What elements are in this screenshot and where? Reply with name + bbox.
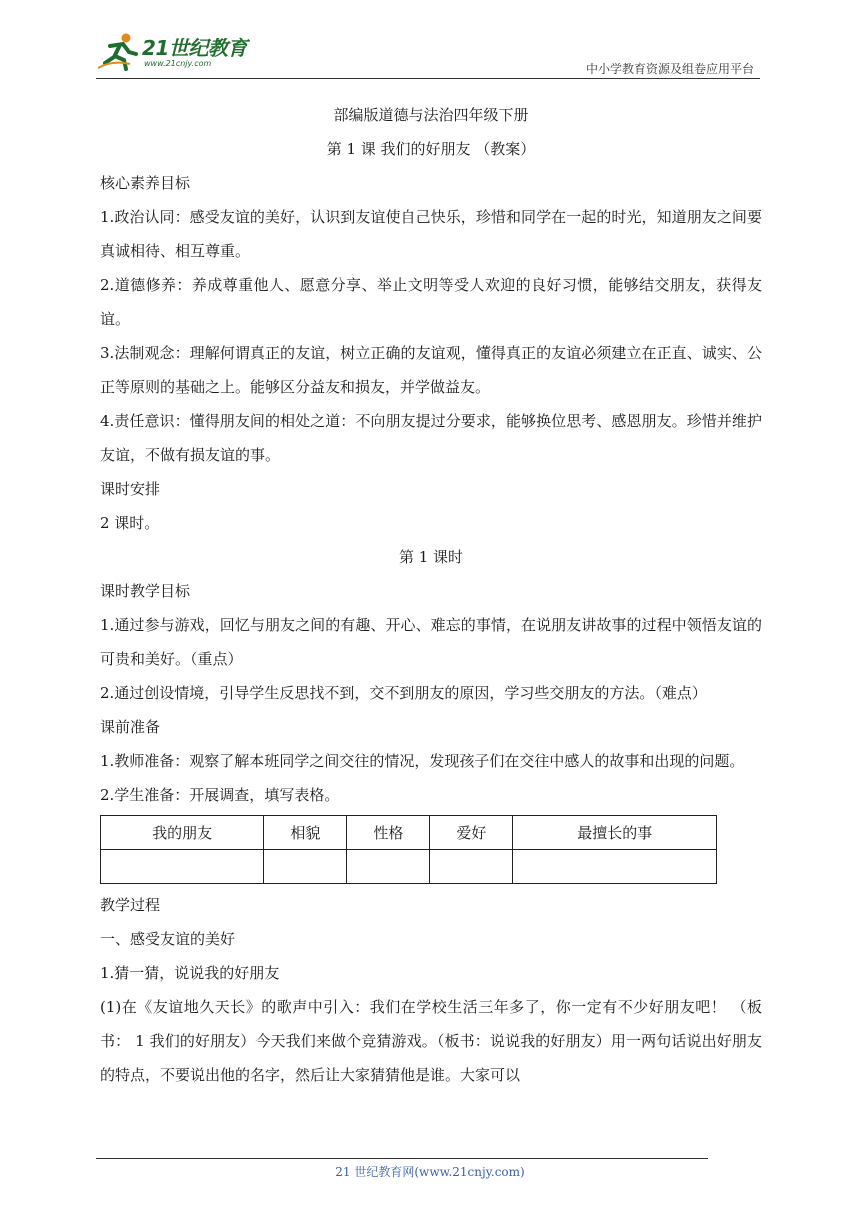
site-logo[interactable] [96, 26, 266, 78]
table-header-cell: 最擅长的事 [513, 816, 717, 850]
objectives-heading: 课时教学目标 [100, 582, 191, 600]
section-heading: 一、感受友谊的美好 [100, 930, 236, 948]
table-row [101, 850, 717, 884]
footer-divider [96, 1158, 708, 1159]
table-cell [101, 850, 264, 884]
core-goal-item: 1.政治认同：感受友谊的美好，认识到友谊使自己快乐，珍惜和同学在一起的时光，知道朋友之间要真诚相待、相互尊重。 [100, 208, 762, 260]
process-heading: 教学过程 [100, 896, 161, 914]
schedule-heading: 课时安排 [100, 480, 161, 498]
table-header-cell: 爱好 [430, 816, 513, 850]
header-divider [96, 78, 760, 79]
table-header-cell: 相貌 [264, 816, 347, 850]
objective-item: 1.通过参与游戏，回忆与朋友之间的有趣、开心、难忘的事情，在说朋友讲故事的过程中领悟友谊的可贵和美好。（重点） [100, 616, 762, 668]
step-heading: 1.猜一猜，说说我的好朋友 [100, 964, 280, 982]
logo-text: 21世纪教育 [142, 36, 247, 60]
platform-label: 中小学教育资源及组卷应用平台 [585, 62, 754, 76]
table-header-row [101, 816, 717, 850]
paragraph: (1)在《友谊地久天长》的歌声中引入：我们在学校生活三年多了，你一定有不少好朋友吧！ （板书： 1 我们的好朋友）今天我们来做个竞猜游戏。（板书：说说我的好朋友）用一两句话说出好朋友的特点，不要说出他的名字，然后让大家猜猜他是谁。大家可以 [100, 998, 762, 1084]
prep-heading: 课前准备 [100, 718, 161, 736]
core-goal-item: 3.法制观念：理解何谓真正的友谊，树立正确的友谊观，懂得真正的友谊必须建立在正直、诚实、公正等原则的基础之上。能够区分益友和损友，并学做益友。 [100, 344, 762, 396]
document-body [100, 98, 762, 1092]
logo-url: www.21cnjy.com [144, 59, 212, 68]
footer-link[interactable]: 21 世纪教育网(www.21cnjy.com) [335, 1165, 525, 1179]
table-cell [513, 850, 717, 884]
table-cell [430, 850, 513, 884]
table-cell [347, 850, 430, 884]
objective-item: 2.通过创设情境，引导学生反思找不到，交不到朋友的原因，学习些交朋友的方法。（难点） [100, 684, 707, 702]
table-header-cell: 性格 [347, 816, 430, 850]
core-goal-item: 4.责任意识：懂得朋友间的相处之道：不向朋友提过分要求，能够换位思考、感恩朋友。珍惜并维护友谊，不做有损友谊的事。 [100, 412, 762, 464]
prep-item: 1.教师准备：观察了解本班同学之间交往的情况，发现孩子们在交往中感人的故事和出现的问题。 [100, 752, 745, 770]
core-goals-heading: 核心素养目标 [100, 174, 191, 192]
lesson-heading: 第 1 课时 [398, 548, 464, 566]
core-goal-item: 2.道德修养：养成尊重他人、愿意分享、举止文明等受人欢迎的良好习惯，能够结交朋友，获得友谊。 [100, 276, 762, 328]
doc-title: 部编版道德与法治四年级下册 [333, 106, 529, 124]
doc-subtitle: 第 1 课 我们的好朋友 （教案） [326, 140, 536, 158]
schedule-text: 2 课时。 [100, 514, 160, 532]
table-header-cell: 我的朋友 [101, 816, 264, 850]
friend-survey-table [100, 815, 717, 884]
prep-item: 2.学生准备：开展调查，填写表格。 [100, 786, 340, 804]
runner-logo-icon [96, 32, 140, 72]
page-header [96, 26, 760, 82]
table-cell [264, 850, 347, 884]
